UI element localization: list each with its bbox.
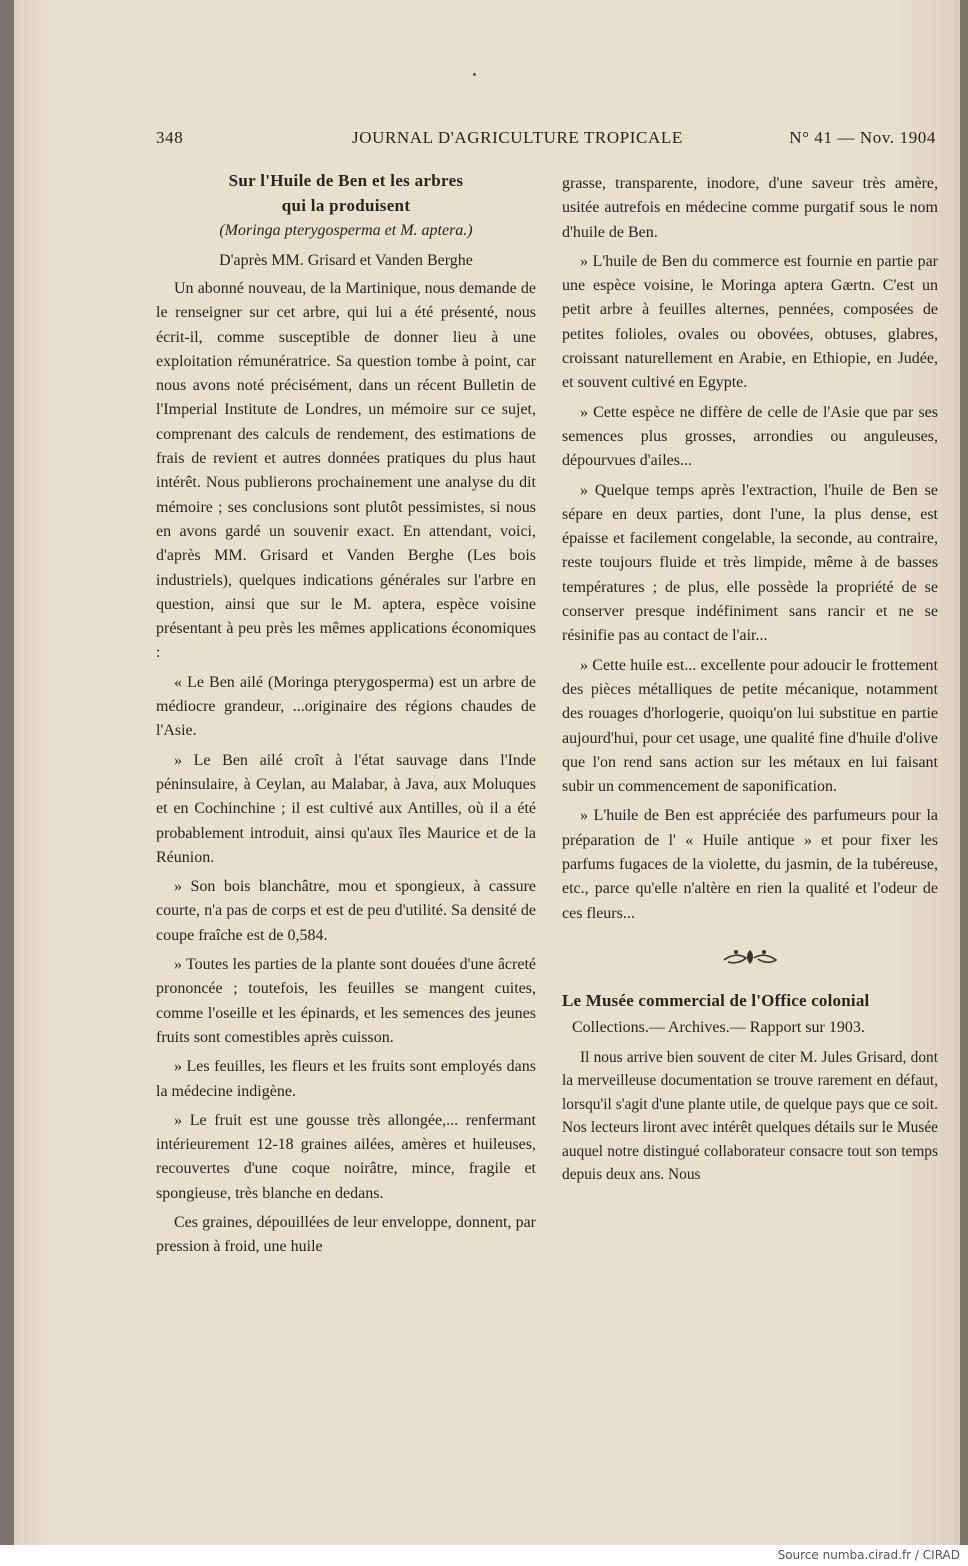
paragraph: » Toutes les parties de la plante sont douées d'une âcreté prononcée ; toutefois, les feuilles se mangent cuites, comme l'oseille et les épinards, et les semences des jeunes fruits sont comestibles après cuisson.: [156, 956, 536, 1046]
paragraph: » Son bois blanchâtre, mou et spongieux, à cassure courte, n'a pas de corps et est de peu d'utilité. Sa densité de coupe fraîche est de 0,584.: [156, 878, 536, 944]
paragraph: Ces graines, dépouillées de leur enveloppe, donnent, par pression à froid, une huile: [156, 1213, 536, 1256]
journal-title: JOURNAL D'AGRICULTURE TROPICALE: [352, 128, 683, 147]
fleuron-icon: [720, 944, 780, 970]
article-byline: D'après MM. Grisard et Vanden Berghe: [219, 252, 473, 269]
speck: [473, 73, 476, 76]
paragraph: Un abonné nouveau, de la Martinique, nous demande de le renseigner sur cet arbre, qui lui a été présenté, nous écrit-il, comme susceptible de donner lieu à une exploitation rémunératrice. Sa question tombe à point, car nous avons noté précisément, dans un récent Bulletin de l'Imperial Institute de Londres, un mémoire sur ce sujet, comprenant des calculs de rendement, des estimations de frais de revient et autres données pratiques du plus haut intérêt. Nous publierons prochainement une analyse du dit mémoire ; ses conclusions sont plutôt pessimistes, si nous en avons gardé un souvenir exact. En attendant, voici, d'après MM. Grisard et Vanden Berghe (Les bois industriels), quelques indications générales sur l'arbre en question, ainsi que sur le M. aptera, espèce voisine présentant à peu près les mêmes applications économiques :: [156, 280, 536, 662]
paragraph: grasse, transparente, inodore, d'une saveur très amère, usitée autrefois en médecine comme purgatif sous le nom d'huile de Ben.: [562, 175, 938, 241]
article-subtitle: (Moringa pterygosperma et M. aptera.): [219, 222, 473, 239]
article-title-line1: Sur l'Huile de Ben et les arbres: [228, 171, 464, 190]
paragraph: » Quelque temps après l'extraction, l'huile de Ben se sépare en deux parties, dont l'une, la plus dense, est épaisse et facilement congelable, la seconde, au contraire, reste toujours fluide et très limpide, même à de basses températures ; de plus, elle possède la propriété de se conserver presque indéfiniment sans rancir et ne se résinifie pas au contact de l'air...: [562, 481, 938, 645]
paragraph: » Cette espèce ne diffère de celle de l'Asie que par ses semences plus grosses, arrondies ou anguleuses, dépourvues d'ailes...: [562, 403, 938, 470]
paragraph: » Cette huile est... excellente pour adoucir le frottement des pièces métalliques de petite mécanique, notamment des rouages d'horlogerie, quoiqu'on lui substitue en partie aujourd'hui, pour cet usage, une qualité fine d'huile d'olive que l'on rend sans action sur les métaux en lui faisant subir un commencement de saponification.: [562, 656, 938, 796]
fleuron-ornament: [562, 944, 938, 974]
paragraph: « Le Ben ailé (Moringa pterygosperma) est un arbre de médiocre grandeur, ...originaire des régions chaudes de l'Asie.: [156, 673, 536, 740]
section-title: Le Musée commercial de l'Office colonial: [562, 990, 870, 1010]
paragraph: Il nous arrive bien souvent de citer M. Jules Grisard, dont la merveilleuse documentation se trouve rarement en défaut, lorsqu'il s'agit d'une plante utile, de quelque pays que ce soit. Nos lecteurs liront avec intérêt quelques détails sur le Musée auquel notre distingué collaborateur consacre tout son temps depuis deux ans. Nous: [562, 1048, 938, 1184]
source-credit: Source numba.cirad.fr / CIRAD: [777, 1548, 960, 1562]
page-number: 348: [156, 128, 184, 147]
running-head: [156, 128, 938, 156]
left-column: [156, 168, 536, 1265]
paragraph: » L'huile de Ben du commerce est fournie en partie par une espèce voisine, le Moringa aptera Gærtn. C'est un petit arbre à feuilles alternes, pennées, composées de petites folioles, ovales ou obovées, obtuses, glabres, croissant naturellement en Arabie, en Ethiopie, en Judée, et souvent cultivé en Egypte.: [562, 252, 938, 392]
page-edge: [954, 0, 960, 1545]
right-column: [562, 172, 938, 1192]
paragraph: » Les feuilles, les fleurs et les fruits sont employés dans la médecine indigène.: [156, 1058, 536, 1100]
article-title-line2: qui la produisent: [281, 196, 411, 215]
paragraph: » L'huile de Ben est appréciée des parfumeurs pour la préparation de l' « Huile antique » et pour fixer les parfums fugaces de la violette, du jasmin, de la tubéreuse, etc., parce qu'elle n'altère en rien la qualité et l'odeur de ces fleurs...: [562, 807, 938, 922]
paragraph: » Le Ben ailé croît à l'état sauvage dans l'Inde péninsulaire, à Ceylan, au Malabar, à Java, aux Moluques et en Cochinchine ; il est cultivé aux Antilles, où il a été probablement introduit, ainsi qu'aux îles Maurice et de la Réunion.: [156, 751, 536, 866]
issue-label: N° 41 — Nov. 1904: [789, 128, 936, 147]
section-subtitle: Collections.— Archives.— Rapport sur 1903.: [572, 1018, 865, 1036]
paragraph: » Le fruit est une gousse très allongée,... renfermant intérieurement 12-18 graines ailées, amères et huileuses, recouvertes d'une coque noirâtre, mince, fragile et spongieuse, très blanche en dedans.: [156, 1111, 536, 1202]
